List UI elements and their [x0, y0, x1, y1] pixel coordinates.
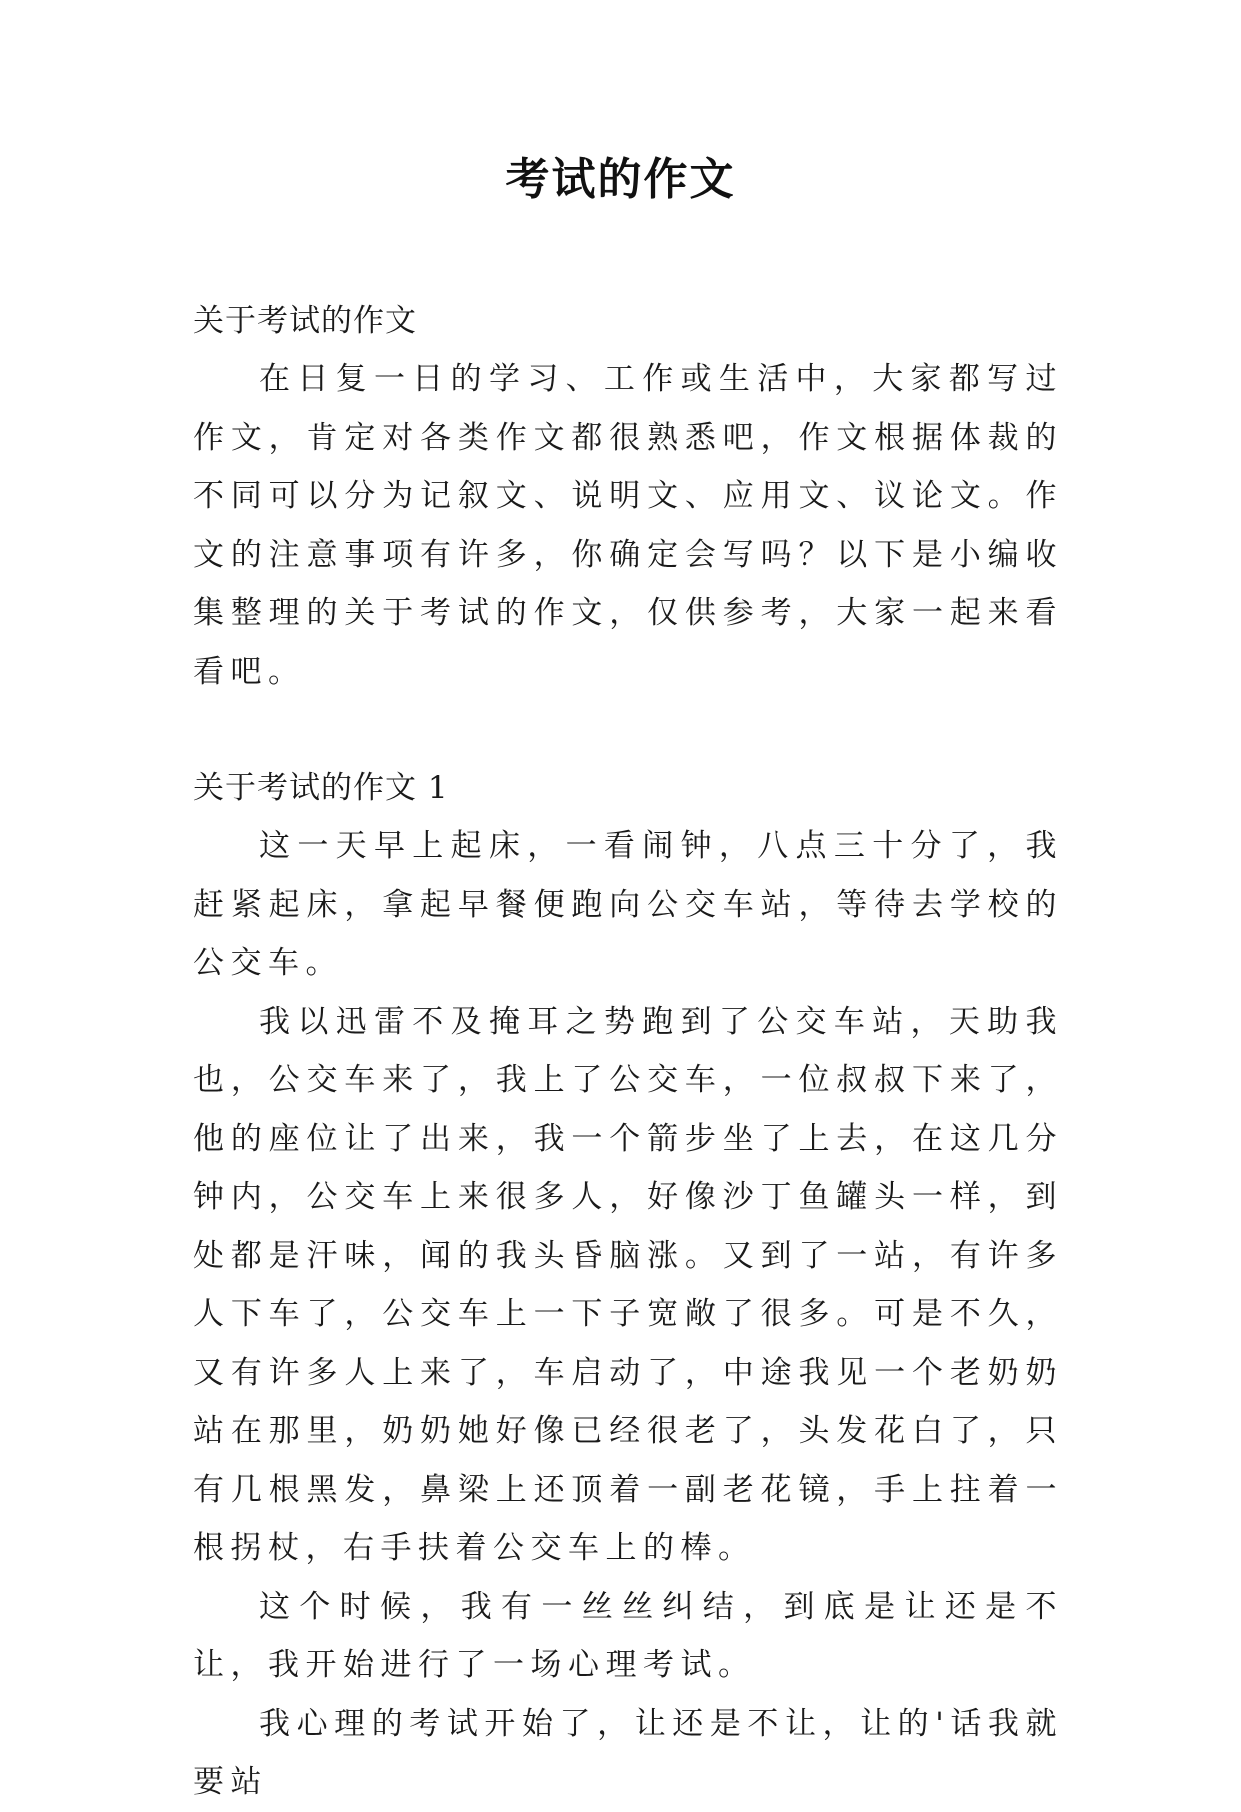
document-body — [193, 292, 1063, 1812]
essay-1-paragraph: 我心理的考试开始了，让还是不让，让的'话我就要站 — [193, 1705, 1063, 1800]
essay-1-heading: 关于考试的作文 1 — [193, 770, 449, 806]
intro-heading: 关于考试的作文 — [193, 303, 417, 339]
document-title: 考试的作文 — [505, 154, 736, 205]
essay-1-paragraph: 这个时候，我有一丝丝纠结，到底是让还是不让，我开始进行了一场心理考试。 — [193, 1588, 1063, 1683]
intro-paragraph: 在日复一日的学习、工作或生活中，大家都写过作文，肯定对各类作文都很熟悉吧，作文根据体裁的不同可以分为记叙文、说明文、应用文、议论文。作文的注意事项有许多，你确定会写吗？以下是小编收集整理的关于考试的作文，仅供参考，大家一起来看看吧。 — [193, 361, 1063, 690]
section-spacer — [193, 701, 1063, 759]
essay-1-paragraph: 这一天早上起床，一看闹钟，八点三十分了，我赶紧起床，拿起早餐便跑向公交车站，等待去学校的公交车。 — [193, 828, 1063, 981]
essay-1-paragraph: 我以迅雷不及掩耳之势跑到了公交车站，天助我也，公交车来了，我上了公交车，一位叔叔下来了，他的座位让了出来，我一个箭步坐了上去，在这几分钟内，公交车上来很多人，好像沙丁鱼罐头一样，到处都是汗味，闻的我头昏脑涨。又到了一站，有许多人下车了，公交车上一下子宽敞了很多。可是不久，又有许多人上来了，车启动了，中途我见一个老奶奶站在那里，奶奶她好像已经很老了，头发花白了，只有几根黑发，鼻梁上还顶着一副老花镜，手上拄着一根拐杖，右手扶着公交车上的棒。 — [193, 1003, 1063, 1566]
